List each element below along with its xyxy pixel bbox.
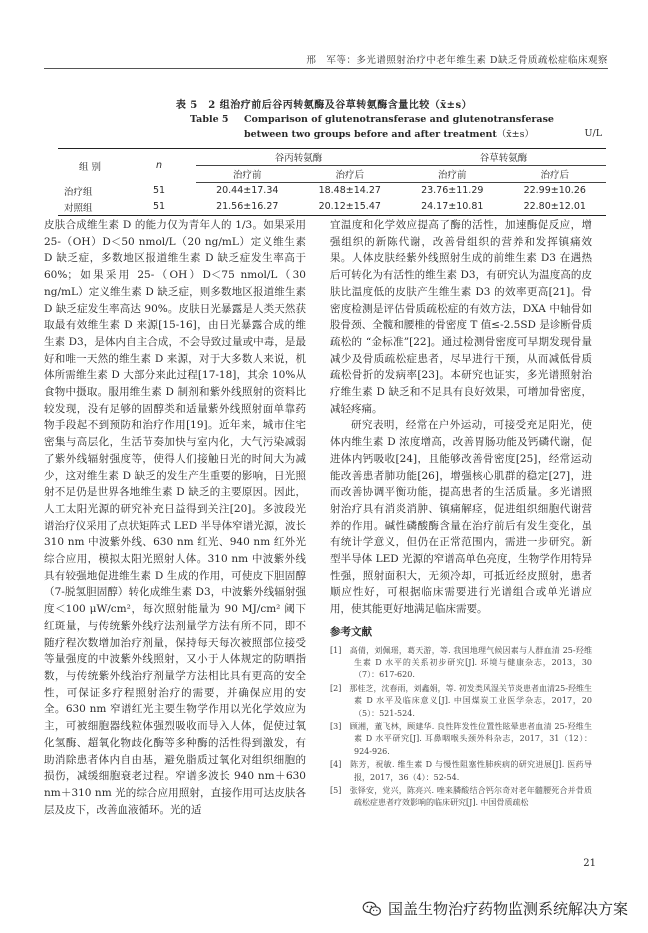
table-title-en-mean: （x̄±s） (496, 129, 534, 140)
row-name: 治疗组 (64, 186, 93, 198)
footer-brand[interactable] (362, 898, 628, 919)
body-paragraph: 皮肤合成维生素 D 的能力仅为青年人的 1/3。如果采用 25-（OH）D＜50 nmol/L（20 ng/mL）定义维生素 D 缺乏症，多数地区报道维生素 D 缺乏症发生率高于 60%；如果采用 25-（OH）D＜75 nmol/L（30 ng/mL）定义维生素 D 缺乏症，则多数地区报道维生素 D 缺乏症发生率高达 90%。皮肤日光暴露是人类天然获取最有效维生素 D 来源[15-16]，由日光暴露合成的维生素 D3，是体内自主合成，不会导致过量或中毒，是最好和唯一天然的维生素 D 来源，对于大多数人来说，机体所需维生素 D 大部分来此过程[17-18]，其余 10%从食物中摄取。服用维生素 D 制剂和紫外线照射的资料比较发现，没有足够的固醇类和适量紫外线照射面单靠药物手段起不到预防和治疗作用[19]。近年来，城市住宅密集与高层化，生活节奏加快与室内化，大气污染减弱了紫外线辐射强度等，使得人们接触日光的时间大为减少，这对维生素 D 缺乏的发生产生重要的影响，日光照射不足仍是世界各地维生素 D 缺乏的主要原因。因此，人工太阳光源的研究补充日益得到关注[20]。多波段光谱治疗仪采用了点状矩阵式 LED 半导体窄谱光源，波长 310 nm 中波紫外线、630 nm 红光、940 nm 红外光综合应用，模拟太阳光照射人体。310 nm 中波紫外线具有较强地促进维生素 D 生成的作用，可使皮下胆固醇（7-脱氢胆固醇）转化成维生素 D3，中波紫外线辐射强度＜100 μW/cm²，每次照射能量为 90 MJ/cm² 阈下红斑量，与传统紫外线疗法剂量学方法有所不同，即不随疗程次数增加治疗剂量，保持每天每次被照部位接受等量强度的中波紫外线照射，又小于人体规定的防晒指数，与传统紫外线治疗剂量学方法相比具有更高的安全性，可保证多疗程照射治疗的需要，并确保应用的安全。630 nm 窄谱红光主要生物学作用以光化学效应为主，可被细胞器线粒体强烈吸收而导入人体，促使过氧化氢酶、超氧化物歧化酶等多种酶的活性得到激发，有助消除患者体内自由基，避免脂质过氧化对组织细胞的损伤，减缓细胞衰老过程。窄谱多波长 940 nm＋630 nm＋310 nm 光的综合应用照射，直接作用可达皮肤各层及皮下，改善血液循环。光的适 (44, 219, 306, 816)
table-label-en: Table 5 (190, 114, 229, 125)
subheader-ast-before: 治疗前 (401, 166, 504, 183)
reference-item: [1] 高倩，刘佩瑶，葛天游，等. 我国地理气候因素与人群血清 25-羟维生素 D 水平的关系初步研究[J]. 环境与健康杂志，2013，30（7）：617-620. (330, 645, 592, 680)
subheader-alt-after: 治疗后 (299, 166, 402, 183)
body-paragraph: 研究表明，经常在户外运动，可接受充足阳光，使体内维生素 D 浓度增高，改善胃肠功能及钙磷代谢，促进体内钙吸收[24]，且能够改善骨密度[25]，经常运动能改善患者肺功能[26]，增强核心肌群的稳定[27]，进而改善协调平衡功能，提高患者的生活质量。多光谱照射治疗具有消炎消肿、镇痛解痉，促进组织细胞代谢营养的作用。碱性磷酸酶含量在治疗前后有发生变化，虽有统计学意义，但仍在正常范围内，需进一步研究。新型半导体 LED 光源的窄谱高单色亮度，生物学作用特异性强，照射面积大，无须冷却，可抵近经皮照射，患者顺应性好，可根据临床需要进行光谱组合或单光谱应用，使其能更好地满足临床需要。 (330, 419, 592, 616)
row-n: 51 (152, 185, 166, 196)
wechat-icon (362, 901, 382, 917)
cell-value: 24.17±10.81 (401, 199, 504, 216)
cell-value: 20.12±15.47 (299, 199, 402, 216)
table-header-row-1 (58, 149, 606, 166)
body-column-left (44, 217, 306, 818)
references-heading: 参考文献 (330, 625, 372, 638)
body-paragraph: 宜温度和化学效应提高了酶的活性，加速酶促反应，增强组织的新陈代谢，改善骨组织的营养和发挥镇痛效果。人体皮肤经紫外线照射生成的前维生素 D3 在遇热后可转化为有活性的维生素 D3，有研究认为温度高的皮肤比温度低的皮肤产生维生素 D3 的效率更高[21]。骨密度检测是评估骨质疏松症的有效方法，DXA 中轴骨如股骨颈、全髋和腰椎的骨密度 T 值≤-2.5SD 是诊断骨质疏松的 “金标准”[22]。通过检测骨密度可早期发现骨量减少及骨质疏松症患者，尽早进行干预，从而减低骨质疏松骨折的发病率[23]。本研究也证实，多光谱照射治疗维生素 D 缺乏和不足具有良好效果，可增加骨密度，减轻疼痛。 (330, 219, 592, 415)
running-header: 邢 军等：多光谱照射治疗中老年维生素 D缺乏骨质疏松症临床观察 (306, 55, 608, 66)
cell-value: 22.99±10.26 (523, 185, 586, 197)
table-caption-en (190, 112, 554, 142)
cell-value: 18.48±14.27 (318, 185, 381, 197)
table-caption-cn: 表 5 2 组治疗前后谷丙转氨酶及谷草转氨酶含量比较（x̄±s） (175, 100, 473, 111)
table-unit: U/L (584, 128, 602, 139)
cell-value: 22.80±12.01 (504, 199, 607, 216)
header-n: n (122, 149, 196, 183)
footer-brand-text: 国盖生物治疗药物监测系统解决方案 (387, 900, 628, 918)
cell-value: 21.56±16.27 (196, 199, 299, 216)
reference-item: [4] 陈芳，祝敏. 维生素 D 与慢性阻塞性肺疾病的研究进展[J]. 医药导报，2017，36（4）：52-54. (330, 760, 592, 782)
header-rule (44, 68, 608, 69)
reference-item: [3] 顾湘，董飞林，顾建华. 良性阵发性位置性眩晕患者血清 25-羟维生素 D 水平研究[J]. 耳鼻咽喉头颈外科杂志，2017，31（12）：924-926. (330, 722, 592, 756)
cell-value: 23.76±11.29 (421, 185, 484, 197)
header-group: 组 别 (58, 149, 122, 183)
reference-item: [2] 那桂芝，沈春雨，刘鑫娟，等. 初发类风湿关节炎患者血清25-羟维生素 D 水平及临床意义[J]. 中国煤炭工业医学杂志，2017，20（5）：521-524. (330, 683, 592, 718)
table-title-en-line2: between two groups before and after treatment (244, 129, 497, 140)
table-row-treatment (58, 183, 606, 199)
header-ast: 谷草转氨酶 (401, 149, 606, 166)
subheader-alt-before: 治疗前 (196, 166, 299, 183)
header-alt: 谷丙转氨酶 (196, 149, 401, 166)
table-title-en-line1: Comparison of glutenotransferase and glutenotransferase (244, 114, 554, 125)
row-name: 对照组 (58, 199, 122, 216)
row-n: 51 (122, 199, 196, 216)
page-number: 21 (583, 858, 596, 869)
body-column-right (330, 217, 592, 811)
subheader-ast-after: 治疗后 (504, 166, 607, 183)
comparison-table (58, 148, 606, 216)
reference-item: [5] 张铎安，党兴，陈亮兴. 唑来膦酸结合钙尔奇对老年髓腰死合并骨质疏松症患者疗效影响的临床研究[J]. 中国骨质疏松 (330, 786, 592, 808)
cell-value: 20.44±17.34 (216, 185, 279, 197)
table-row-control (58, 199, 606, 216)
